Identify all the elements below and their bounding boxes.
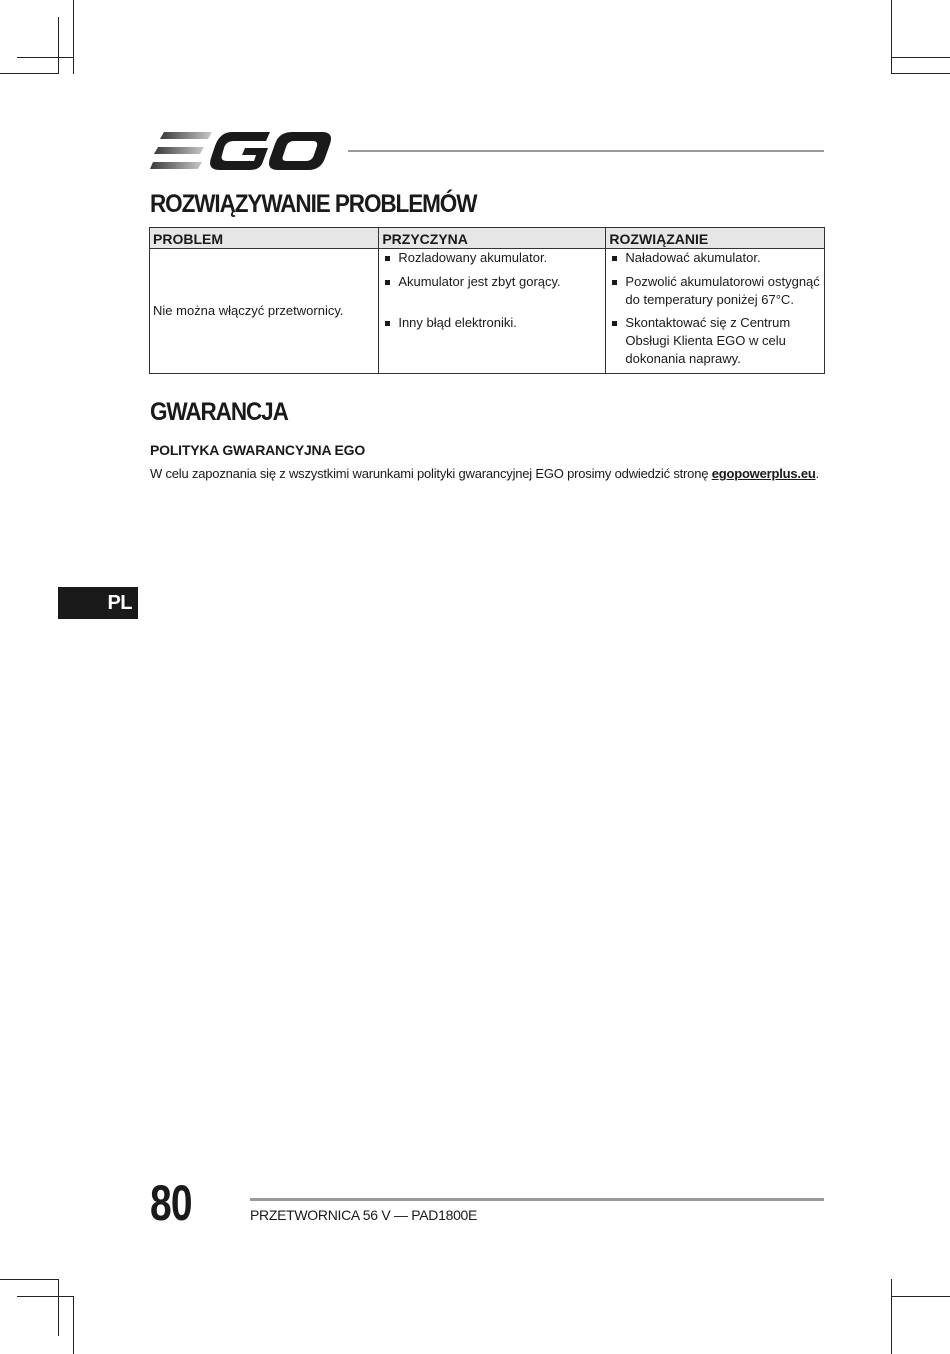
- cause-cell: [379, 249, 606, 374]
- crop-mark: [0, 73, 58, 74]
- cause-list: [379, 249, 605, 335]
- crop-mark: [73, 0, 74, 74]
- crop-mark: [0, 1279, 58, 1280]
- crop-mark: [58, 17, 59, 74]
- warranty-text-end: .: [815, 466, 820, 481]
- header-rule: [348, 150, 824, 152]
- list-item: Rozladowany akumulator.: [384, 249, 601, 267]
- crop-mark: [73, 1296, 74, 1354]
- troubleshooting-title: ROZWIĄZYWANIE PROBLEMÓW: [150, 190, 477, 218]
- table-row: [150, 249, 825, 374]
- header-problem: PROBLEM: [150, 228, 379, 249]
- crop-mark: [891, 1279, 892, 1354]
- list-item: Skontaktować się z Centrum Obsługi Klienta EGO w celu dokonania naprawy.: [611, 314, 820, 368]
- list-item: Pozwolić akumulatorowi ostygnąć do temperatury poniżej 67°C.: [611, 273, 820, 309]
- list-item: Naładować akumulator.: [611, 249, 820, 267]
- list-item: Inny błąd elektroniki.: [384, 314, 601, 332]
- header-solution: ROZWIĄZANIE: [606, 228, 825, 249]
- warranty-text: W celu zapoznania się z wszystkimi warunkami polityki gwarancyjnej EGO prosimy odwiedzić stronę: [150, 466, 712, 481]
- language-tab: PL: [58, 587, 138, 619]
- warranty-title: GWARANCJA: [150, 398, 288, 426]
- problem-cell: Nie można włączyć przetwornicy.: [150, 249, 379, 374]
- crop-mark: [891, 0, 892, 74]
- solution-list: [606, 249, 824, 371]
- table-header-row: [150, 228, 825, 249]
- ego-logo: [150, 128, 332, 174]
- list-item: Akumulator jest zbyt gorący.: [384, 273, 601, 291]
- solution-cell: [606, 249, 825, 374]
- footer-product: PRZETWORNICA 56 V — PAD1800E: [250, 1207, 478, 1223]
- warranty-link[interactable]: egopowerplus.eu: [711, 466, 816, 481]
- crop-mark: [58, 1279, 59, 1336]
- crop-mark: [891, 57, 950, 58]
- warranty-paragraph: [150, 466, 830, 481]
- footer-rule: [250, 1198, 824, 1201]
- warranty-subtitle: POLITYKA GWARANCYJNA EGO: [150, 442, 366, 458]
- crop-mark: [891, 73, 950, 74]
- page-number: 80: [150, 1175, 192, 1231]
- header-cause: PRZYCZYNA: [379, 228, 606, 249]
- crop-mark: [17, 57, 74, 58]
- troubleshooting-table: [149, 227, 825, 374]
- crop-mark: [17, 1296, 74, 1297]
- crop-mark: [891, 1296, 950, 1297]
